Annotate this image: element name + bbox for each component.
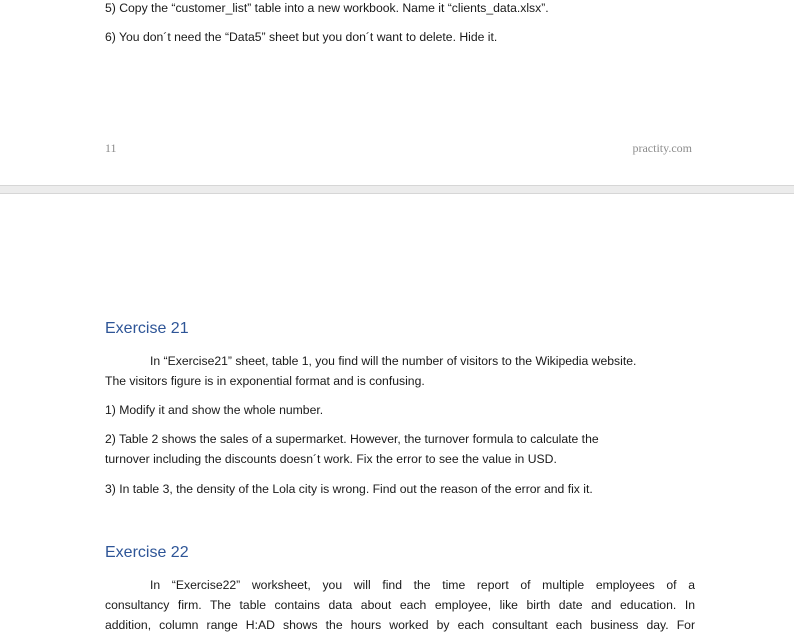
- page-break-separator: [0, 185, 794, 194]
- instruction-line-6: 6) You don´t need the “Data5” sheet but you don´t want to delete. Hide it.: [105, 30, 498, 44]
- exercise-21-task-2: 2) Table 2 shows the sales of a supermarket. However, the turnover formula to calculate the: [105, 432, 599, 446]
- document-page-12: [0, 194, 794, 633]
- document-page-11: [0, 0, 794, 185]
- exercise-21-paragraph-line: The visitors figure is in exponential format and is confusing.: [105, 374, 425, 388]
- instruction-line-5: 5) Copy the “customer_list” table into a new workbook. Name it “clients_data.xlsx”.: [105, 1, 549, 15]
- exercise-21-task-1: 1) Modify it and show the whole number.: [105, 403, 324, 417]
- exercise-22-heading: Exercise 22: [105, 544, 189, 561]
- exercise-22-paragraph-line: In “Exercise22” worksheet, you will find the time report of multiple employees of a: [150, 578, 695, 592]
- footer-site-name: practity.com: [632, 141, 692, 155]
- exercise-21-heading: Exercise 21: [105, 320, 189, 337]
- footer-page-number: 11: [105, 141, 117, 155]
- exercise-22-paragraph-line: addition, column range H:AD shows the hours worked by each consultant each business day. For: [105, 618, 695, 632]
- exercise-21-paragraph-line: In “Exercise21” sheet, table 1, you find will the number of visitors to the Wikipedia website.: [150, 354, 637, 368]
- exercise-21-task-3: 3) In table 3, the density of the Lola city is wrong. Find out the reason of the error and fix it.: [105, 482, 593, 496]
- exercise-21-task-2-cont: turnover including the discounts doesn´t work. Fix the error to see the value in USD.: [105, 452, 557, 466]
- exercise-22-paragraph-line: consultancy firm. The table contains data about each employee, like birth date and education. In: [105, 598, 695, 612]
